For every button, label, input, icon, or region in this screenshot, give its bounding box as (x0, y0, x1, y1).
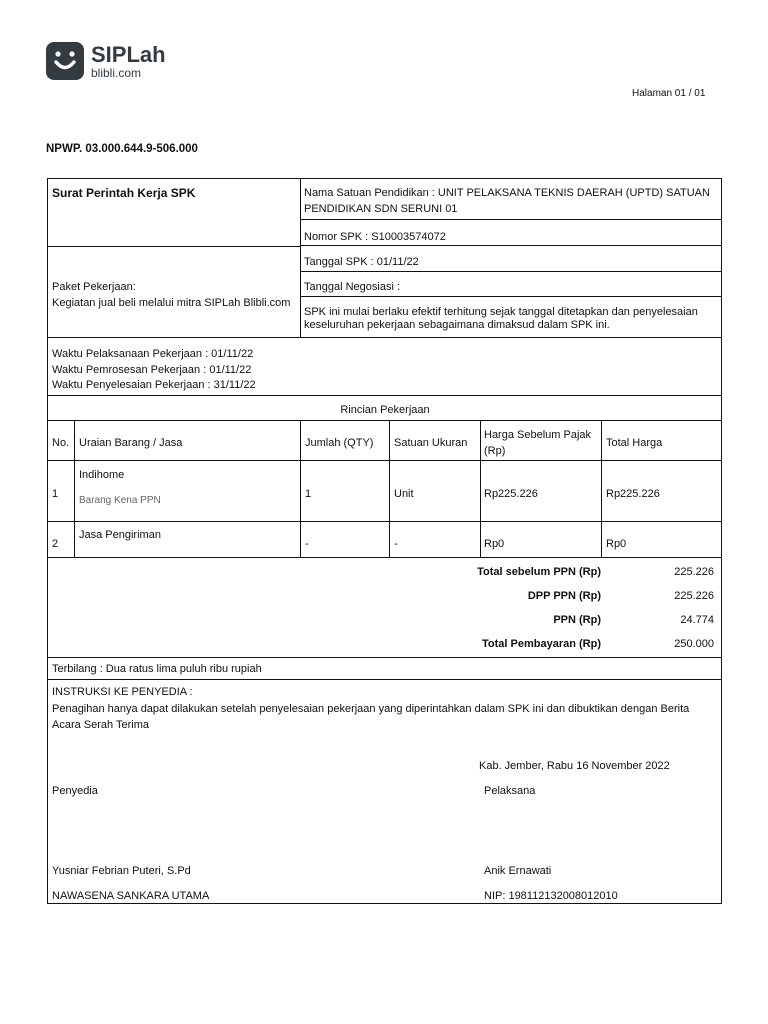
tanggal-spk: Tanggal SPK : 01/11/22 (304, 256, 419, 268)
instruksi-text: Penagihan hanya dapat dilakukan setelah penyelesaian pekerjaan yang diperintahkan dalam SPK ini dan dibuktikan dengan Berita Acara Serah Terima (52, 703, 690, 731)
row-1-harga: Rp225.226 (484, 488, 538, 500)
pelaksana-nip: NIP: 198112132008012010 (484, 890, 618, 902)
instruksi-title: INSTRUKSI KE PENYEDIA : (52, 686, 193, 698)
row-1-total: Rp225.226 (606, 488, 660, 500)
row-2-uraian: Jasa Pengiriman (79, 529, 161, 541)
page-number: Halaman 01 / 01 (632, 88, 706, 99)
row-1-satuan: Unit (394, 488, 414, 500)
spk-document (47, 178, 722, 904)
terbilang: Terbilang : Dua ratus lima puluh ribu rupiah (52, 663, 262, 675)
dpp-ppn-label: DPP PPN (Rp) (527, 590, 601, 602)
nomor-spk: Nomor SPK : S10003574072 (304, 231, 446, 243)
col-header-satuan: Satuan Ukuran (394, 437, 468, 449)
row-1-note: Barang Kena PPN (79, 495, 161, 506)
row-2-no: 2 (52, 538, 59, 550)
paket-pekerjaan-value: Kegiatan jual beli melalui mitra SIPLah Blibli.com (52, 297, 291, 309)
pelaksana-name: Anik Ernawati (484, 865, 552, 877)
pelaksana-label: Pelaksana (484, 785, 536, 797)
paket-pekerjaan-label: Paket Pekerjaan: (52, 281, 136, 293)
brand-name: SIPLah (91, 41, 166, 67)
row-1-jumlah: 1 (305, 488, 312, 500)
nama-satuan-pendidikan: Nama Satuan Pendidikan : UNIT PELAKSANA TEKNIS DAERAH (UPTD) SATUAN PENDIDIKAN SDN SERUNI 01 (304, 187, 710, 215)
row-2-satuan: - (394, 538, 398, 550)
dpp-ppn-value: 225.226 (674, 590, 714, 602)
total-pembayaran-label: Total Pembayaran (Rp) (482, 638, 601, 650)
ppn-value: 24.774 (680, 614, 714, 626)
siplah-logo (46, 42, 166, 80)
npwp: NPWP. 03.000.644.9-506.000 (46, 143, 198, 155)
brand-subname: blibli.com (91, 65, 142, 80)
tanggal-negosiasi: Tanggal Negosiasi : (304, 281, 401, 293)
col-header-total: Total Harga (606, 437, 663, 449)
ppn-label: PPN (Rp) (553, 614, 601, 626)
row-2-total: Rp0 (606, 538, 627, 550)
total-pembayaran-value: 250.000 (674, 638, 714, 650)
row-2-harga: Rp0 (484, 538, 505, 550)
place-date: Kab. Jember, Rabu 16 November 2022 (479, 760, 670, 772)
rincian-title: Rincian Pekerjaan (340, 404, 430, 416)
efektif-statement: SPK ini mulai berlaku efektif terhitung sejak tanggal ditetapkan dan penyelesaian keseluruhan pekerjaan sebagaimana dimaksud dalam SPK ini. (304, 306, 698, 331)
penyedia-company: NAWASENA SANKARA UTAMA (52, 890, 210, 902)
waktu-pelaksanaan: Waktu Pelaksanaan Pekerjaan : 01/11/22 (52, 348, 254, 360)
col-header-harga: Harga Sebelum Pajak (Rp) (484, 429, 592, 457)
col-header-jumlah: Jumlah (QTY) (305, 437, 374, 449)
spk-title: Surat Perintah Kerja SPK (52, 186, 196, 200)
total-sebelum-ppn-label: Total sebelum PPN (Rp) (477, 566, 601, 578)
smile-logo-icon (46, 42, 84, 80)
col-header-uraian: Uraian Barang / Jasa (79, 437, 183, 449)
penyedia-label: Penyedia (52, 785, 98, 797)
col-header-no: No. (52, 437, 70, 449)
row-2-jumlah: - (305, 538, 309, 550)
total-sebelum-ppn-value: 225.226 (674, 566, 714, 578)
row-1-uraian: Indihome (79, 469, 125, 481)
waktu-penyelesaian: Waktu Penyelesaian Pekerjaan : 31/11/22 (52, 379, 256, 391)
waktu-pemrosesan: Waktu Pemrosesan Pekerjaan : 01/11/22 (52, 364, 252, 376)
row-1-no: 1 (52, 488, 59, 500)
penyedia-name: Yusniar Febrian Puteri, S.Pd (52, 865, 191, 877)
